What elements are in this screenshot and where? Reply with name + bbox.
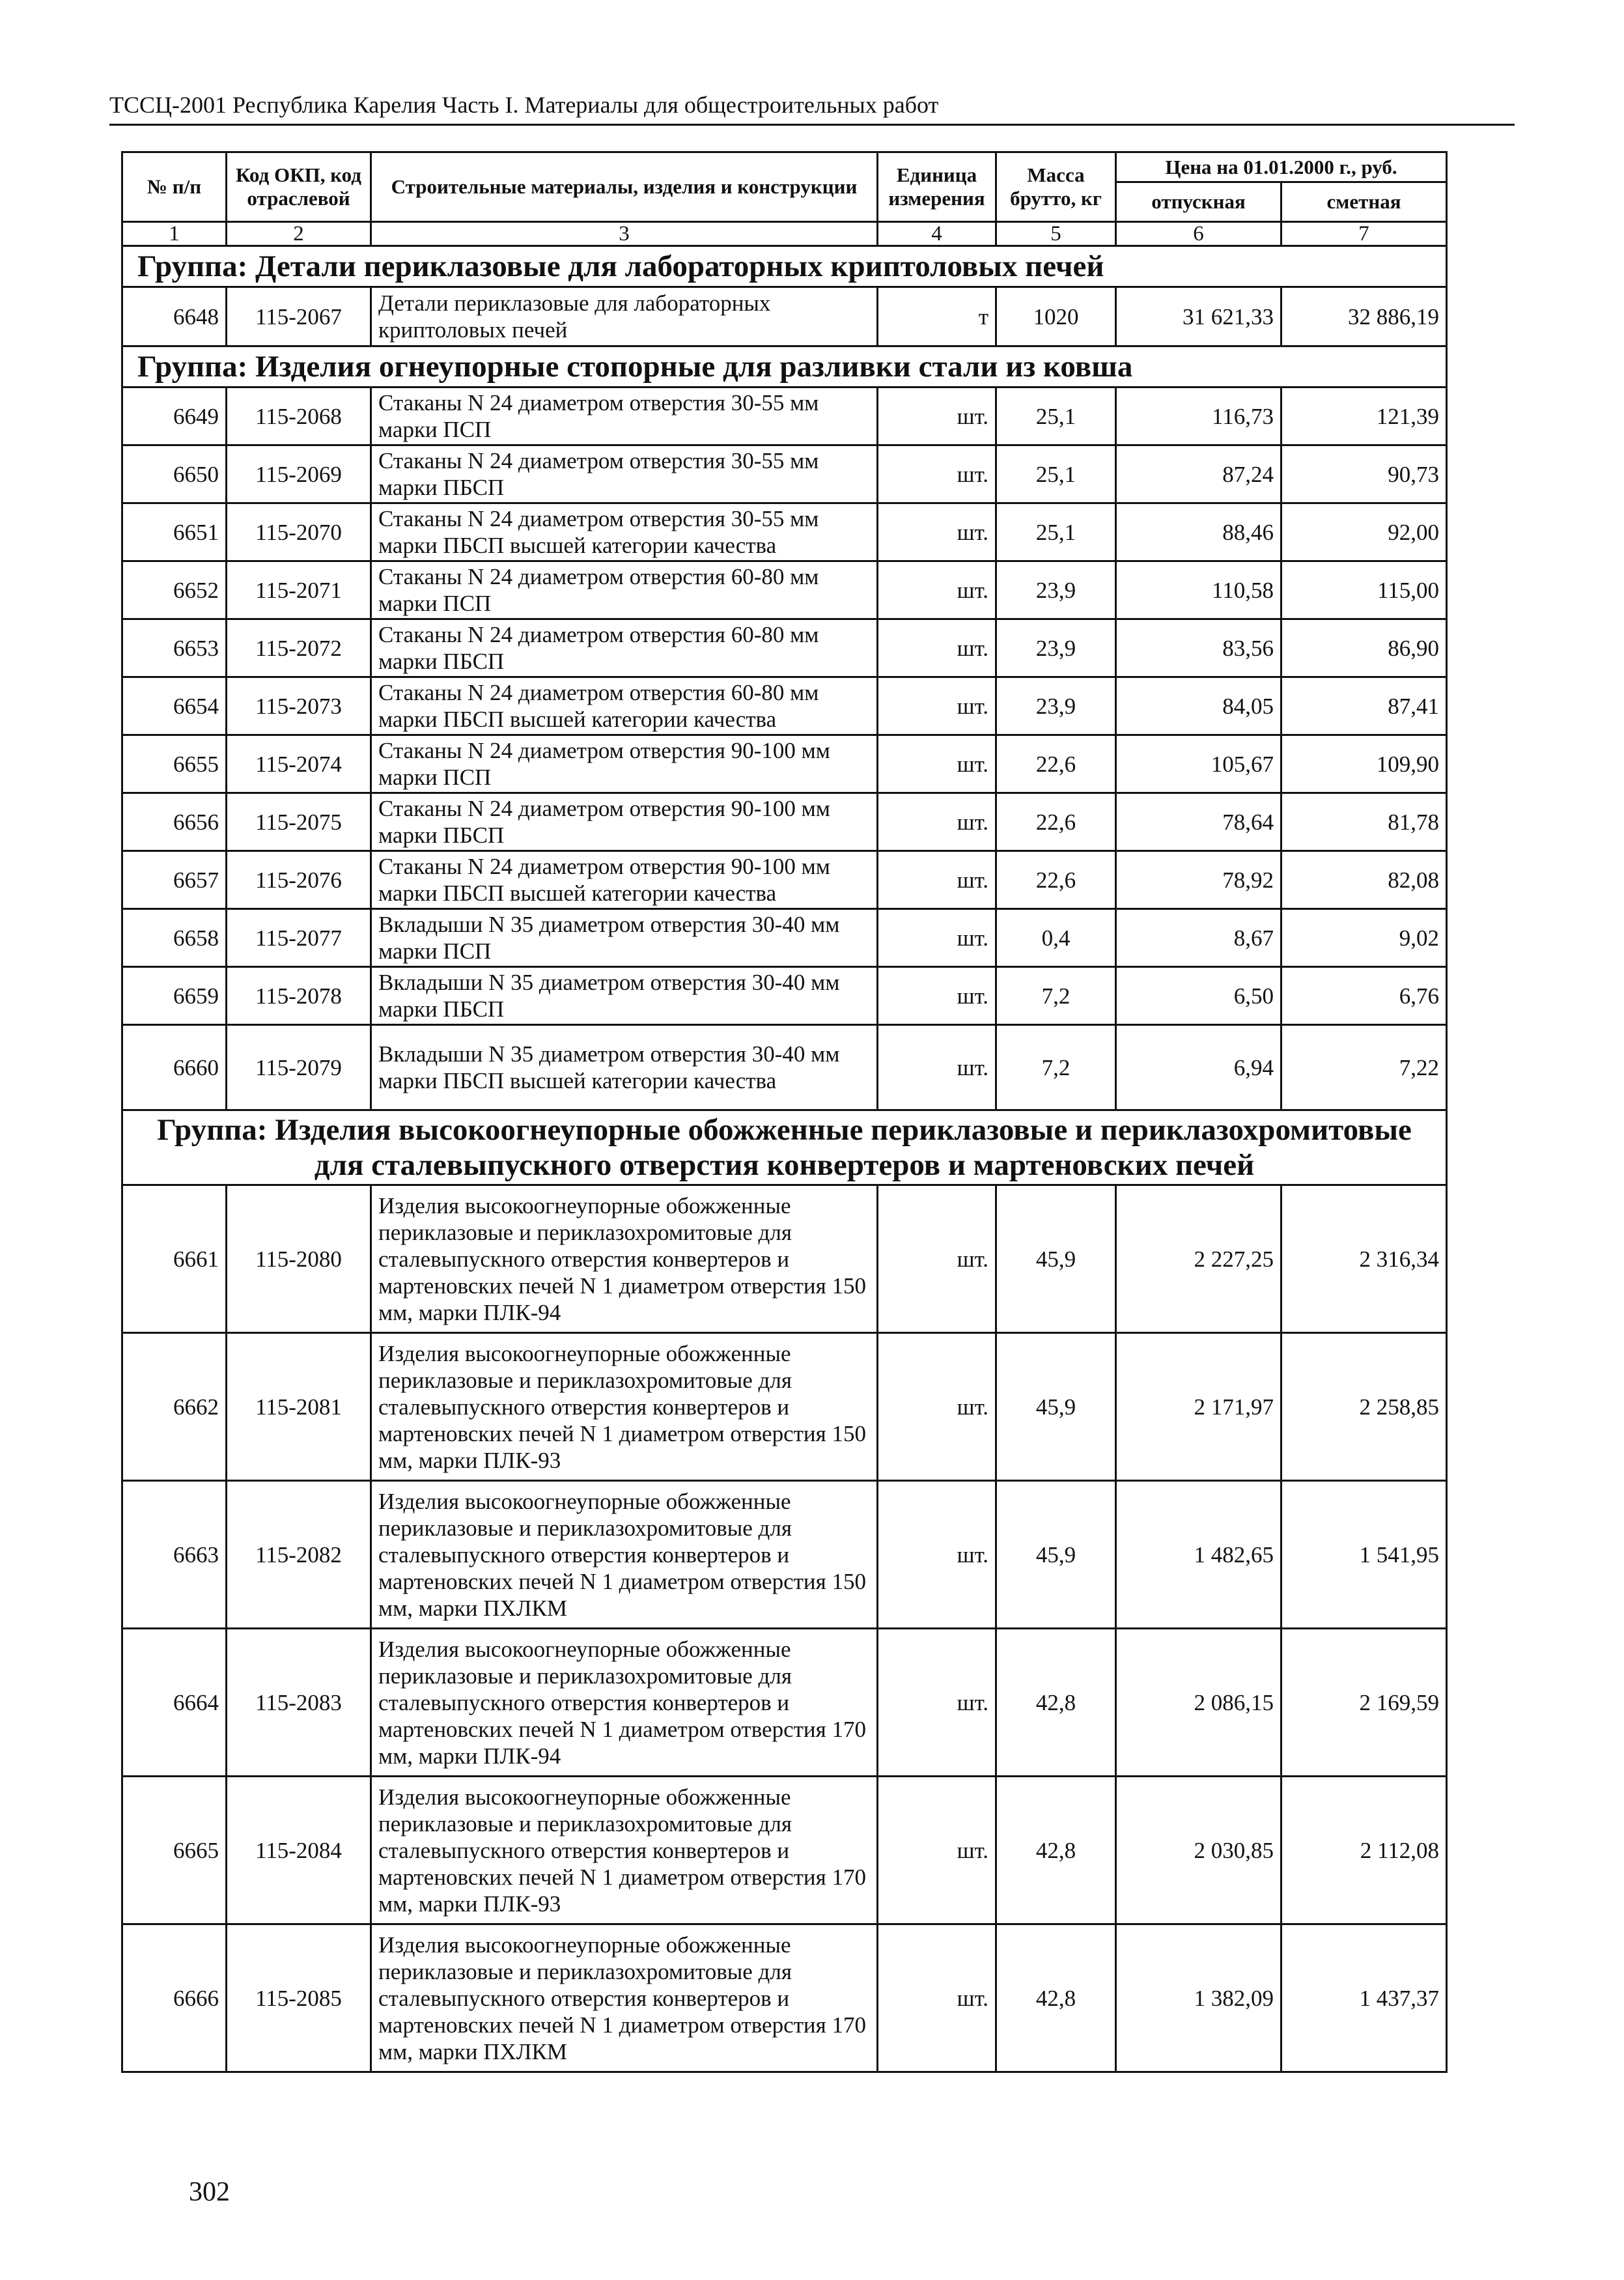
- cell-unit: шт.: [878, 561, 996, 619]
- cell-mass: 45,9: [996, 1333, 1116, 1481]
- cell-mass: 22,6: [996, 793, 1116, 851]
- cell-release: 31 621,33: [1116, 287, 1281, 346]
- cell-name: Изделия высокоогнеупорные обожженные периклазовые и периклазохромитовые для сталевыпускного отверстия конвертеров и мартеновских печей N 1 диаметром отверстия 150 мм, марки ПЛК-94: [371, 1185, 878, 1333]
- cell-code: 115-2073: [227, 677, 371, 735]
- cell-code: 115-2074: [227, 735, 371, 793]
- cell-estimate: 2 258,85: [1281, 1333, 1447, 1481]
- cell-estimate: 2 316,34: [1281, 1185, 1447, 1333]
- cell-mass: 7,2: [996, 1025, 1116, 1110]
- cell-estimate: 109,90: [1281, 735, 1447, 793]
- cell-name: Стаканы N 24 диаметром отверстия 60-80 мм марки ПБСП: [371, 619, 878, 677]
- cell-release: 83,56: [1116, 619, 1281, 677]
- cell-num: 6649: [122, 387, 227, 445]
- cell-code: 115-2078: [227, 967, 371, 1025]
- table-row: [122, 677, 1447, 735]
- cell-code: 115-2072: [227, 619, 371, 677]
- cell-unit: шт.: [878, 967, 996, 1025]
- table-row: [122, 387, 1447, 445]
- cell-num: 6663: [122, 1481, 227, 1629]
- cell-unit: шт.: [878, 1924, 996, 2072]
- cell-name: Изделия высокоогнеупорные обожженные периклазовые и периклазохромитовые для сталевыпускного отверстия конвертеров и мартеновских печей N 1 диаметром отверстия 170 мм, марки ПХЛКМ: [371, 1924, 878, 2072]
- cell-unit: шт.: [878, 619, 996, 677]
- column-number: 5: [996, 222, 1116, 246]
- cell-unit: шт.: [878, 793, 996, 851]
- cell-num: 6666: [122, 1924, 227, 2072]
- header-code: Код ОКП, код отраслевой: [227, 152, 371, 222]
- cell-release: 2 227,25: [1116, 1185, 1281, 1333]
- cell-unit: шт.: [878, 851, 996, 909]
- cell-release: 110,58: [1116, 561, 1281, 619]
- header-num: № п/п: [122, 152, 227, 222]
- cell-mass: 7,2: [996, 967, 1116, 1025]
- cell-num: 6654: [122, 677, 227, 735]
- cell-estimate: 2 169,59: [1281, 1629, 1447, 1777]
- cell-code: 115-2075: [227, 793, 371, 851]
- cell-name: Вкладыши N 35 диаметром отверстия 30-40 мм марки ПБСП: [371, 967, 878, 1025]
- cell-name: Стаканы N 24 диаметром отверстия 90-100 мм марки ПБСП высшей категории качества: [371, 851, 878, 909]
- cell-code: 115-2069: [227, 445, 371, 503]
- cell-estimate: 1 541,95: [1281, 1481, 1447, 1629]
- cell-release: 6,94: [1116, 1025, 1281, 1110]
- cell-code: 115-2068: [227, 387, 371, 445]
- cell-release: 78,92: [1116, 851, 1281, 909]
- cell-name: Изделия высокоогнеупорные обожженные периклазовые и периклазохромитовые для сталевыпускного отверстия конвертеров и мартеновских печей N 1 диаметром отверстия 150 мм, марки ПХЛКМ: [371, 1481, 878, 1629]
- cell-num: 6662: [122, 1333, 227, 1481]
- cell-mass: 25,1: [996, 503, 1116, 561]
- header-price-release: отпускная: [1116, 182, 1281, 222]
- cell-code: 115-2084: [227, 1777, 371, 1924]
- table-row: [122, 793, 1447, 851]
- cell-mass: 25,1: [996, 387, 1116, 445]
- column-number: 4: [878, 222, 996, 246]
- column-number: 6: [1116, 222, 1281, 246]
- cell-name: Вкладыши N 35 диаметром отверстия 30-40 мм марки ПБСП высшей категории качества: [371, 1025, 878, 1110]
- cell-code: 115-2079: [227, 1025, 371, 1110]
- table-row: [122, 1333, 1447, 1481]
- cell-release: 1 482,65: [1116, 1481, 1281, 1629]
- cell-estimate: 32 886,19: [1281, 287, 1447, 346]
- cell-estimate: 121,39: [1281, 387, 1447, 445]
- cell-num: 6661: [122, 1185, 227, 1333]
- cell-mass: 23,9: [996, 619, 1116, 677]
- table-row: [122, 445, 1447, 503]
- cell-name: Изделия высокоогнеупорные обожженные периклазовые и периклазохромитовые для сталевыпускного отверстия конвертеров и мартеновских печей N 1 диаметром отверстия 170 мм, марки ПЛК-93: [371, 1777, 878, 1924]
- cell-code: 115-2076: [227, 851, 371, 909]
- cell-unit: шт.: [878, 387, 996, 445]
- header-mass: Масса брутто, кг: [996, 152, 1116, 222]
- header-rule: [109, 124, 1515, 126]
- table-row: [122, 503, 1447, 561]
- cell-estimate: 2 112,08: [1281, 1777, 1447, 1924]
- cell-release: 88,46: [1116, 503, 1281, 561]
- table-row: [122, 561, 1447, 619]
- cell-unit: шт.: [878, 1777, 996, 1924]
- group-row: [122, 246, 1447, 287]
- group-title: Группа: Изделия огнеупорные стопорные для разливки стали из ковша: [122, 346, 1447, 387]
- cell-estimate: 86,90: [1281, 619, 1447, 677]
- cell-estimate: 7,22: [1281, 1025, 1447, 1110]
- cell-estimate: 115,00: [1281, 561, 1447, 619]
- column-number: 7: [1281, 222, 1447, 246]
- materials-table: [121, 151, 1448, 2073]
- cell-mass: 0,4: [996, 909, 1116, 967]
- cell-code: 115-2083: [227, 1629, 371, 1777]
- cell-num: 6648: [122, 287, 227, 346]
- cell-release: 116,73: [1116, 387, 1281, 445]
- cell-estimate: 1 437,37: [1281, 1924, 1447, 2072]
- column-numbers-row: [122, 222, 1447, 246]
- header-name: Строительные материалы, изделия и конструкции: [371, 152, 878, 222]
- group-row: [122, 346, 1447, 387]
- cell-release: 87,24: [1116, 445, 1281, 503]
- cell-code: 115-2067: [227, 287, 371, 346]
- cell-unit: шт.: [878, 445, 996, 503]
- page-header-title: ТССЦ-2001 Республика Карелия Часть I. Материалы для общестроительных работ: [109, 92, 939, 118]
- table-row: [122, 287, 1447, 346]
- cell-unit: шт.: [878, 503, 996, 561]
- cell-release: 2 086,15: [1116, 1629, 1281, 1777]
- header-price: Цена на 01.01.2000 г., руб.: [1116, 152, 1447, 182]
- cell-estimate: 82,08: [1281, 851, 1447, 909]
- cell-mass: 23,9: [996, 677, 1116, 735]
- page-number: 302: [189, 2177, 230, 2207]
- cell-num: 6658: [122, 909, 227, 967]
- cell-mass: 42,8: [996, 1777, 1116, 1924]
- cell-code: 115-2082: [227, 1481, 371, 1629]
- cell-estimate: 9,02: [1281, 909, 1447, 967]
- cell-name: Стаканы N 24 диаметром отверстия 30-55 мм марки ПБСП высшей категории качества: [371, 503, 878, 561]
- cell-estimate: 87,41: [1281, 677, 1447, 735]
- header-price-estimate: сметная: [1281, 182, 1447, 222]
- cell-mass: 1020: [996, 287, 1116, 346]
- cell-num: 6655: [122, 735, 227, 793]
- table-row: [122, 967, 1447, 1025]
- table-row: [122, 1629, 1447, 1777]
- cell-num: 6660: [122, 1025, 227, 1110]
- column-number: 1: [122, 222, 227, 246]
- cell-mass: 45,9: [996, 1185, 1116, 1333]
- cell-unit: шт.: [878, 1025, 996, 1110]
- cell-code: 115-2070: [227, 503, 371, 561]
- table-row: [122, 1924, 1447, 2072]
- cell-mass: 22,6: [996, 851, 1116, 909]
- cell-num: 6659: [122, 967, 227, 1025]
- cell-num: 6650: [122, 445, 227, 503]
- cell-release: 105,67: [1116, 735, 1281, 793]
- cell-estimate: 90,73: [1281, 445, 1447, 503]
- cell-release: 8,67: [1116, 909, 1281, 967]
- cell-unit: т: [878, 287, 996, 346]
- cell-name: Стаканы N 24 диаметром отверстия 30-55 мм марки ПБСП: [371, 445, 878, 503]
- cell-unit: шт.: [878, 1481, 996, 1629]
- header-row-top: [122, 152, 1447, 182]
- cell-release: 2 030,85: [1116, 1777, 1281, 1924]
- cell-release: 84,05: [1116, 677, 1281, 735]
- cell-unit: шт.: [878, 735, 996, 793]
- cell-unit: шт.: [878, 1185, 996, 1333]
- cell-unit: шт.: [878, 1629, 996, 1777]
- cell-estimate: 81,78: [1281, 793, 1447, 851]
- cell-mass: 25,1: [996, 445, 1116, 503]
- cell-unit: шт.: [878, 909, 996, 967]
- cell-name: Изделия высокоогнеупорные обожженные периклазовые и периклазохромитовые для сталевыпускного отверстия конвертеров и мартеновских печей N 1 диаметром отверстия 170 мм, марки ПЛК-94: [371, 1629, 878, 1777]
- cell-num: 6653: [122, 619, 227, 677]
- cell-code: 115-2081: [227, 1333, 371, 1481]
- table-row: [122, 735, 1447, 793]
- cell-unit: шт.: [878, 677, 996, 735]
- table-row: [122, 1481, 1447, 1629]
- group-title: Группа: Изделия высокоогнеупорные обожженные периклазовые и периклазохромитовые для сталевыпускного отверстия конвертеров и мартеновских печей: [122, 1110, 1447, 1185]
- cell-mass: 22,6: [996, 735, 1116, 793]
- cell-num: 6657: [122, 851, 227, 909]
- table-row: [122, 619, 1447, 677]
- table-row: [122, 1777, 1447, 1924]
- cell-code: 115-2085: [227, 1924, 371, 2072]
- cell-num: 6651: [122, 503, 227, 561]
- cell-release: 1 382,09: [1116, 1924, 1281, 2072]
- group-title: Группа: Детали периклазовые для лабораторных криптоловых печей: [122, 246, 1447, 287]
- cell-mass: 23,9: [996, 561, 1116, 619]
- cell-name: Стаканы N 24 диаметром отверстия 30-55 мм марки ПСП: [371, 387, 878, 445]
- cell-estimate: 6,76: [1281, 967, 1447, 1025]
- cell-name: Стаканы N 24 диаметром отверстия 90-100 мм марки ПБСП: [371, 793, 878, 851]
- cell-name: Изделия высокоогнеупорные обожженные периклазовые и периклазохромитовые для сталевыпускного отверстия конвертеров и мартеновских печей N 1 диаметром отверстия 150 мм, марки ПЛК-93: [371, 1333, 878, 1481]
- cell-mass: 42,8: [996, 1629, 1116, 1777]
- header-unit: Единица измерения: [878, 152, 996, 222]
- cell-release: 2 171,97: [1116, 1333, 1281, 1481]
- cell-num: 6664: [122, 1629, 227, 1777]
- cell-code: 115-2080: [227, 1185, 371, 1333]
- cell-release: 6,50: [1116, 967, 1281, 1025]
- cell-release: 78,64: [1116, 793, 1281, 851]
- cell-name: Стаканы N 24 диаметром отверстия 60-80 мм марки ПБСП высшей категории качества: [371, 677, 878, 735]
- cell-name: Вкладыши N 35 диаметром отверстия 30-40 мм марки ПСП: [371, 909, 878, 967]
- table-row: [122, 909, 1447, 967]
- cell-mass: 42,8: [996, 1924, 1116, 2072]
- group-row: [122, 1110, 1447, 1185]
- cell-unit: шт.: [878, 1333, 996, 1481]
- cell-num: 6665: [122, 1777, 227, 1924]
- cell-num: 6656: [122, 793, 227, 851]
- cell-name: Стаканы N 24 диаметром отверстия 90-100 мм марки ПСП: [371, 735, 878, 793]
- cell-code: 115-2077: [227, 909, 371, 967]
- table-row: [122, 851, 1447, 909]
- table-row: [122, 1185, 1447, 1333]
- cell-name: Детали периклазовые для лабораторных криптоловых печей: [371, 287, 878, 346]
- cell-num: 6652: [122, 561, 227, 619]
- column-number: 3: [371, 222, 878, 246]
- column-number: 2: [227, 222, 371, 246]
- cell-estimate: 92,00: [1281, 503, 1447, 561]
- table-row: [122, 1025, 1447, 1110]
- cell-code: 115-2071: [227, 561, 371, 619]
- cell-mass: 45,9: [996, 1481, 1116, 1629]
- cell-name: Стаканы N 24 диаметром отверстия 60-80 мм марки ПСП: [371, 561, 878, 619]
